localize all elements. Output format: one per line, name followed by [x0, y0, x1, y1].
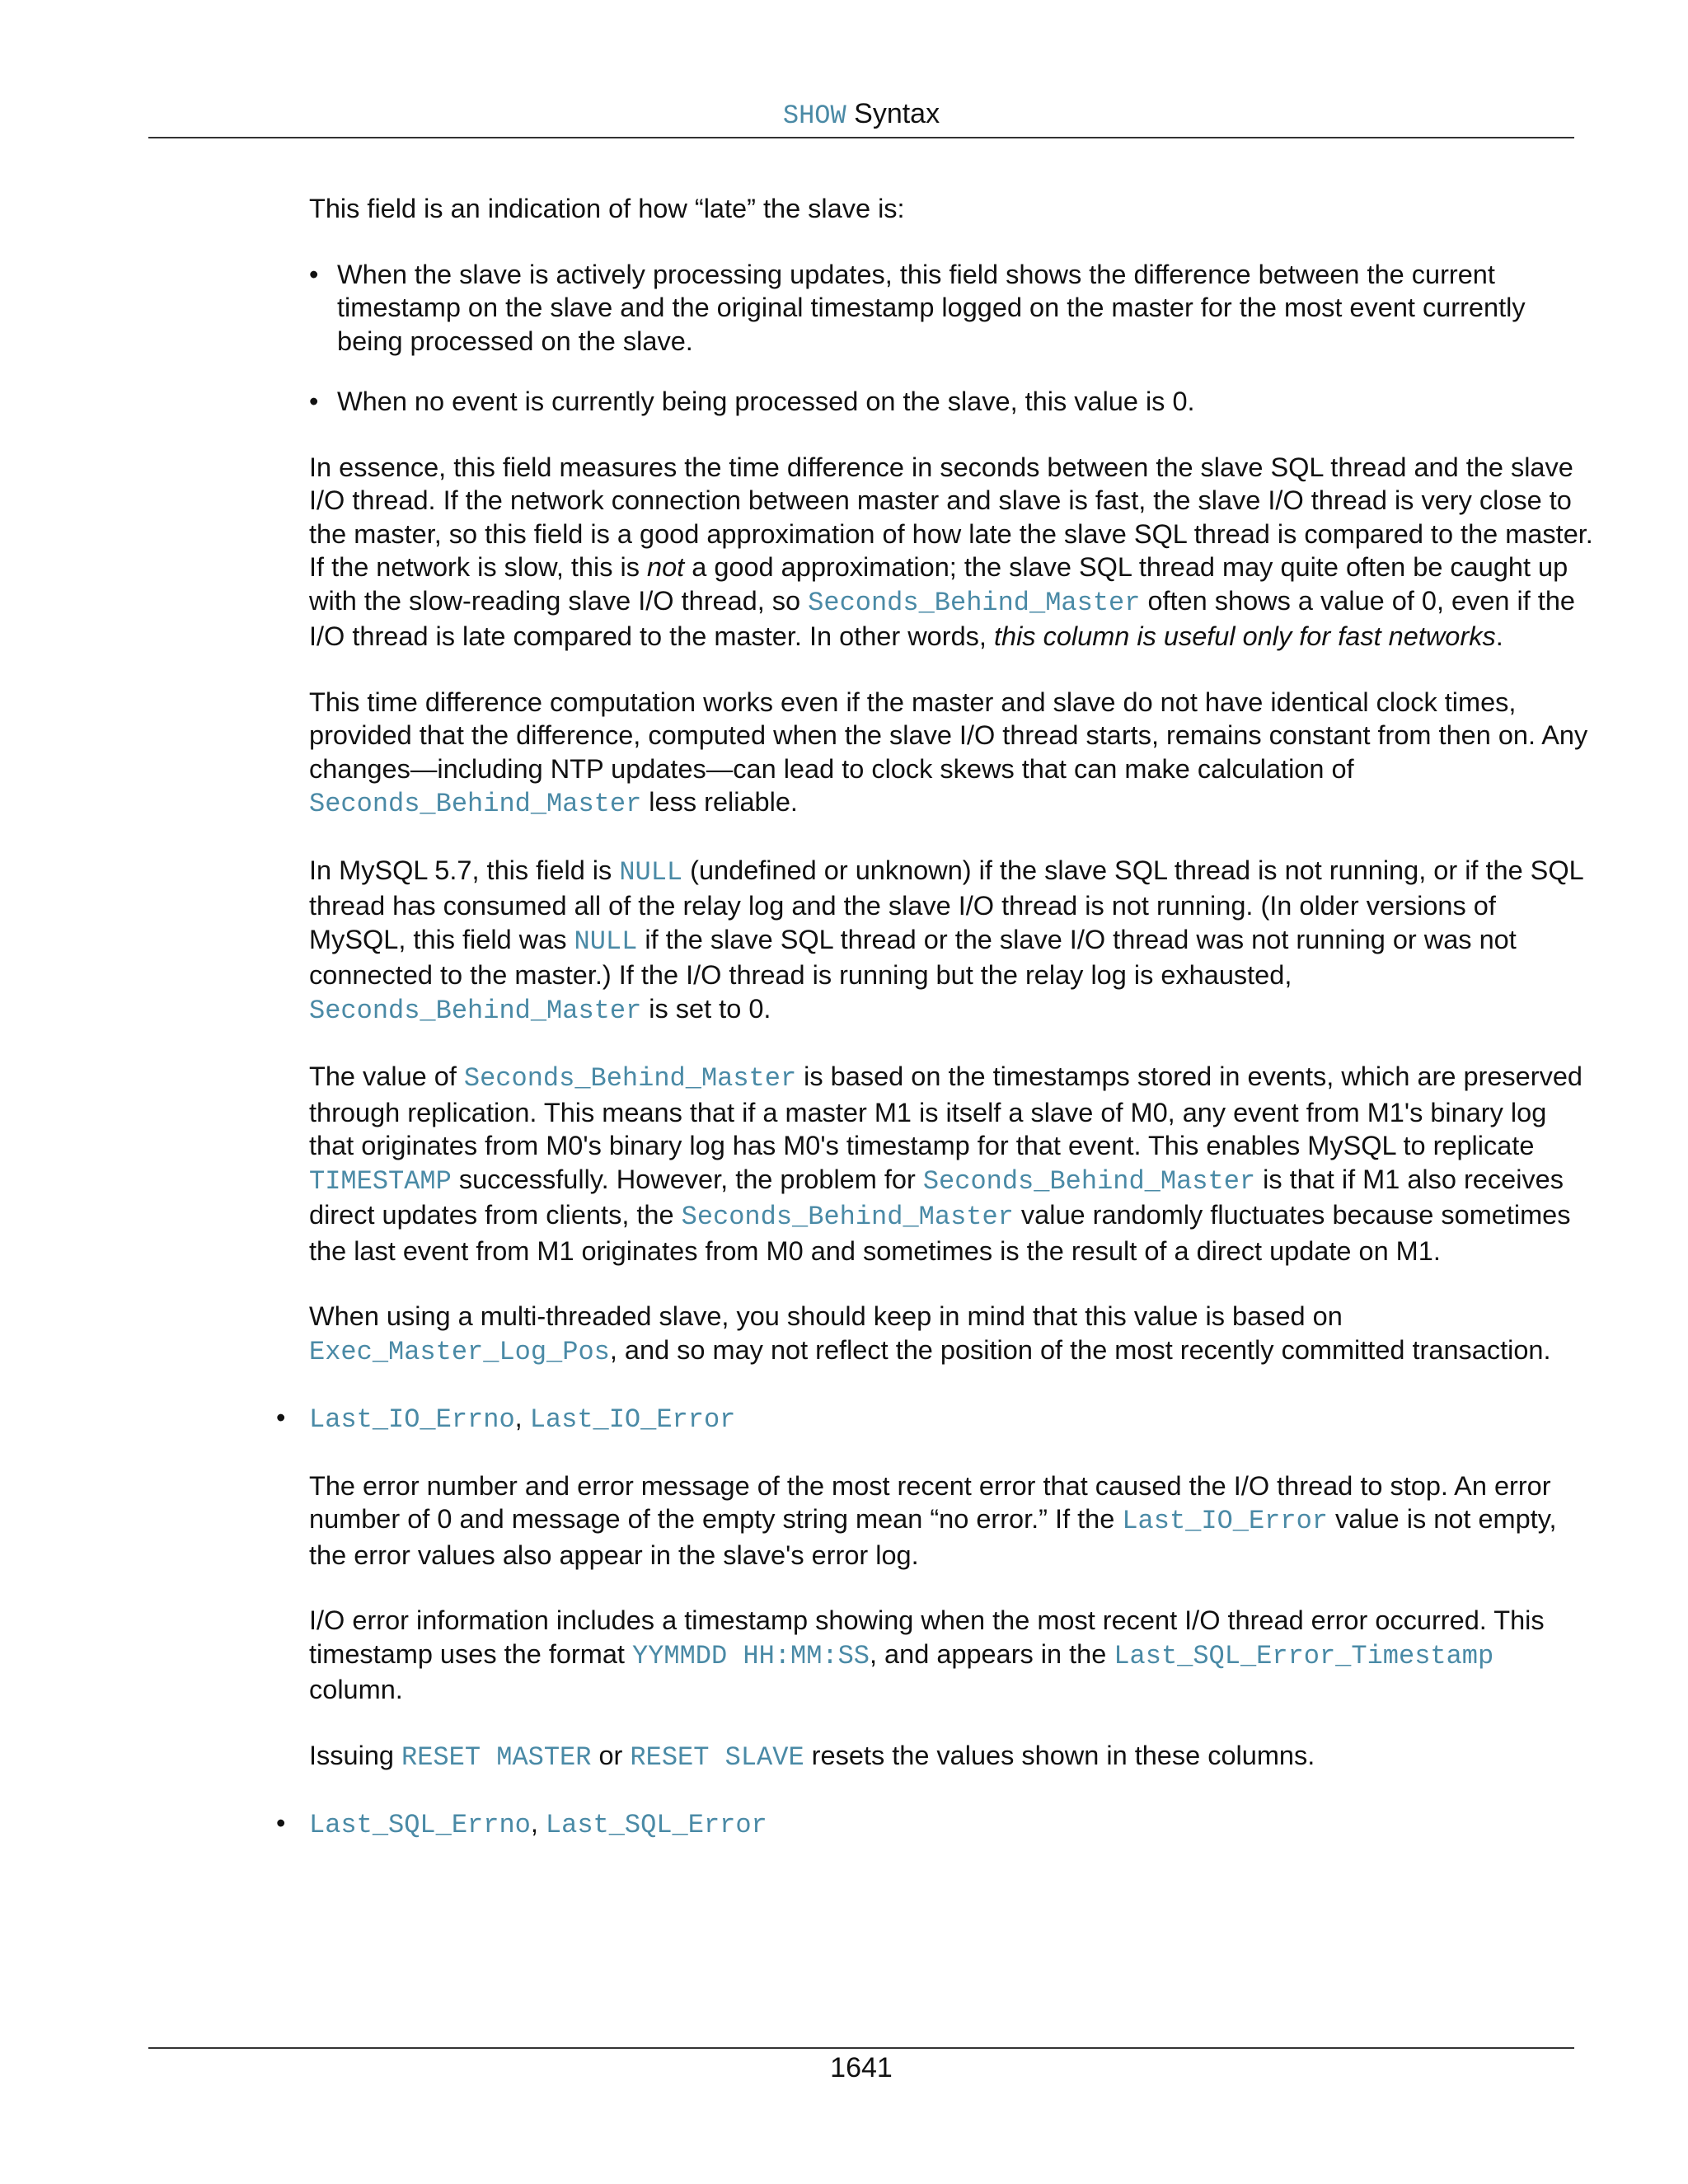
code-last-io-error[interactable]: Last_IO_Error [529, 1404, 736, 1435]
header-text: Syntax [846, 98, 940, 129]
bullet-dot: • [276, 1808, 286, 1838]
code-timestamp-format[interactable]: YYMMDD HH:MM:SS [631, 1640, 870, 1671]
list-item: • When no event is currently being processed on the slave, this value is 0. [309, 385, 1595, 419]
code-seconds-behind-master[interactable]: Seconds_Behind_Master [463, 1063, 797, 1094]
list-item: • When the slave is actively processing updates, this field shows the difference between the current timestamp on the slave and the original timestamp logged on the master for the most event currently being processed on the slave. [309, 258, 1595, 359]
footer-rule [148, 2047, 1574, 2049]
code-null[interactable]: NULL [619, 856, 683, 888]
page-content [276, 192, 1595, 1875]
paragraph-clock: This time difference computation works even if the master and slave do not have identical clock times, provided that the difference, computed when the slave I/O thread starts, remains constant from then on. Any changes—including NTP updates—can lead to clock skews that can make calculation of Seconds_Behind_Master less reliable. [309, 687, 1588, 819]
code-seconds-behind-master[interactable]: Seconds_Behind_Master [808, 587, 1141, 618]
paragraph-essence: In essence, this field measures the time difference in seconds between the slave SQL thread and the slave I/O thread. If the network connection between master and slave is fast, the slave I/O thread is very close to the master, so this field is a good approximation of how late the slave SQL thread is compared to the master. If the network is slow, this is not a good approximation; the slave SQL thread may quite often be caught up with the slow-reading slave I/O thread, so Seconds_Behind_Master often shows a value of 0, even if the I/O thread is late compared to the master. In other words, this column is useful only for fast networks. [309, 452, 1593, 651]
code-seconds-behind-master[interactable]: Seconds_Behind_Master [922, 1165, 1256, 1197]
paragraph-intro: This field is an indication of how “late” the slave is: [309, 194, 905, 223]
paragraph-null: In MySQL 5.7, this field is NULL (undefined or unknown) if the slave SQL thread is not running, or if the SQL thread has consumed all of the relay log and the slave I/O thread is not running. (In older versions of MySQL, this field was NULL if the slave SQL thread or the slave I/O thread was not running or was not connected to the master.) If the I/O thread is running but the relay log is exhausted, Seconds_Behind_Master is set to 0. [309, 855, 1583, 1026]
code-null[interactable]: NULL [574, 926, 638, 957]
header-rule [148, 137, 1574, 138]
item-last-io: • Last_IO_Errno, Last_IO_Error [276, 1403, 736, 1435]
page-header [148, 96, 1574, 134]
code-reset-slave[interactable]: RESET SLAVE [630, 1741, 804, 1773]
page-number: 1641 [830, 2052, 893, 2083]
code-last-io-errno[interactable]: Last_IO_Errno [309, 1404, 515, 1435]
code-last-sql-error[interactable]: Last_SQL_Error [545, 1810, 767, 1840]
paragraph-io-error: The error number and error message of the most recent error that caused the I/O thread to stop. An error number of 0 and message of the empty string mean “no error.” If the Last_IO_Error value is not empty, the error values also appear in the slave's error log. [309, 1470, 1557, 1570]
late-bullet-list [309, 258, 1595, 419]
code-seconds-behind-master[interactable]: Seconds_Behind_Master [681, 1202, 1014, 1232]
header-code: SHOW [782, 101, 846, 131]
code-last-sql-errno[interactable]: Last_SQL_Errno [309, 1810, 531, 1840]
paragraph-multithreaded: When using a multi-threaded slave, you should keep in mind that this value is based on Exec_Master_Log_Pos, and so may not reflect the position of the most recently committed transaction. [309, 1301, 1551, 1367]
code-timestamp[interactable]: TIMESTAMP [309, 1165, 452, 1197]
paragraph-io-timestamp: I/O error information includes a timestamp showing when the most recent I/O thread error occurred. This timestamp uses the format YYMMDD HH:MM:SS, and appears in the Last_SQL_Error_Timestamp column. [309, 1605, 1545, 1704]
code-exec-master-log-pos[interactable]: Exec_Master_Log_Pos [309, 1336, 610, 1367]
item-last-sql: • Last_SQL_Errno, Last_SQL_Error [276, 1808, 767, 1840]
paragraph-reset: Issuing RESET MASTER or RESET SLAVE resets the values shown in these columns. [309, 1740, 1315, 1773]
bullet-dot: • [276, 1403, 286, 1432]
paragraph-timestamps: The value of Seconds_Behind_Master is based on the timestamps stored in events, which are preserved through replication. This means that if a master M1 is itself a slave of M0, any event from M1's binary log that originates from M0's binary log has M0's timestamp for that event. This enables MySQL to replicate TIMESTAMP successfully. However, the problem for Seconds_Behind_Master is that if M1 also receives direct updates from clients, the Seconds_Behind_Master value randomly fluctuates because sometimes the last event from M1 originates from M0 and sometimes is the result of a direct update on M1. [309, 1062, 1582, 1266]
code-seconds-behind-master[interactable]: Seconds_Behind_Master [309, 995, 642, 1026]
code-last-io-error[interactable]: Last_IO_Error [1122, 1506, 1328, 1536]
code-reset-master[interactable]: RESET MASTER [401, 1741, 592, 1773]
code-last-sql-error-timestamp[interactable]: Last_SQL_Error_Timestamp [1114, 1640, 1494, 1671]
code-seconds-behind-master[interactable]: Seconds_Behind_Master [309, 789, 642, 819]
